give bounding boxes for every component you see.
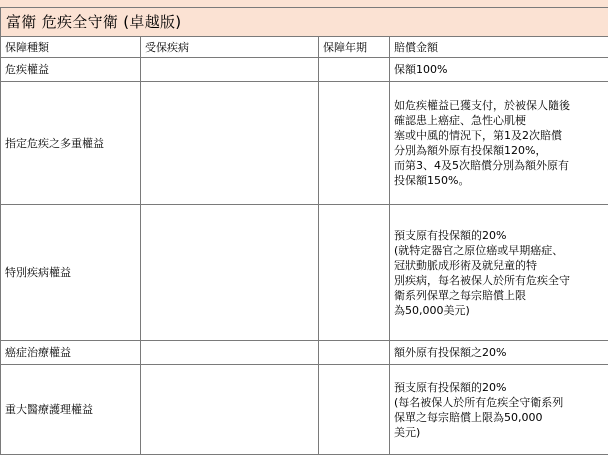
- claim-amount-line: (每名被保人於所有危疾全守衛系列: [394, 395, 564, 409]
- covered-disease-cell: [141, 365, 319, 455]
- covered-disease-cell: [141, 58, 319, 82]
- claim-amount-line: 衛系列保單之每宗賠償上限: [394, 288, 526, 302]
- header-claim-amount: 賠償金額: [390, 37, 608, 58]
- coverage-term-cell: [319, 82, 390, 205]
- claim-amount-line: 額外原有投保額之20%: [394, 346, 507, 359]
- claim-amount-cell: [390, 82, 608, 205]
- claim-amount-line: 別疾病，每名被保人於所有危疾全守: [394, 273, 570, 287]
- benefit-type-cell: 指定危疾之多重權益: [1, 82, 141, 205]
- benefits-table: [0, 7, 608, 455]
- claim-amount-line: 預支原有投保額的20%: [394, 228, 507, 242]
- coverage-term-cell: [319, 365, 390, 455]
- claim-amount-line: 美元): [394, 425, 421, 439]
- header-benefit-type: 保障種類: [1, 37, 141, 58]
- claim-amount-line: 分別為額外原有投保額120%，: [394, 144, 547, 157]
- claim-amount-line: (就特定器官之原位癌或早期癌症、: [394, 243, 564, 257]
- coverage-term-cell: [319, 205, 390, 341]
- claim-amount-line: 保單之每宗賠償上限為50,000: [394, 410, 543, 424]
- claim-amount-cell: [390, 205, 608, 341]
- table-title-row: [1, 8, 608, 37]
- table-header-row: [1, 37, 608, 58]
- claim-amount-line: 預支原有投保額的20%: [394, 380, 507, 394]
- claim-amount-line: 投保額150%。: [394, 174, 470, 187]
- header-coverage-term: 保障年期: [319, 37, 390, 58]
- table-row: [1, 205, 608, 341]
- claim-amount-cell: [390, 58, 608, 82]
- benefit-type-cell: 特別疾病權益: [1, 205, 141, 341]
- header-covered-disease: 受保疾病: [141, 37, 319, 58]
- claim-amount-line: 如危疾權益已獲支付，於被保人隨後: [394, 99, 570, 112]
- claim-amount-line: 塞或中風的情況下，第1及2次賠償: [394, 129, 562, 142]
- covered-disease-cell: [141, 82, 319, 205]
- table-row: [1, 341, 608, 365]
- table-title: 富衛 危疾全守衛 (卓越版): [1, 8, 608, 37]
- covered-disease-cell: [141, 341, 319, 365]
- benefit-type-cell: 重大醫療護理權益: [1, 365, 141, 455]
- coverage-term-cell: [319, 341, 390, 365]
- covered-disease-cell: [141, 205, 319, 341]
- benefit-type-cell: 癌症治療權益: [1, 341, 141, 365]
- claim-amount-cell: [390, 341, 608, 365]
- claim-amount-line: 而第3、4及5次賠償分別為額外原有: [394, 159, 569, 172]
- claim-amount-line: 保額100%: [394, 63, 448, 76]
- coverage-term-cell: [319, 58, 390, 82]
- benefit-type-cell: 危疾權益: [1, 58, 141, 82]
- table-row: [1, 82, 608, 205]
- table-row: [1, 58, 608, 82]
- table-row: [1, 365, 608, 455]
- claim-amount-cell: [390, 365, 608, 455]
- claim-amount-line: 為50,000美元): [394, 303, 470, 317]
- claim-amount-line: 冠狀動脈成形術及就兒童的特: [394, 258, 537, 272]
- claim-amount-line: 確認患上癌症、急性心肌梗: [394, 114, 526, 127]
